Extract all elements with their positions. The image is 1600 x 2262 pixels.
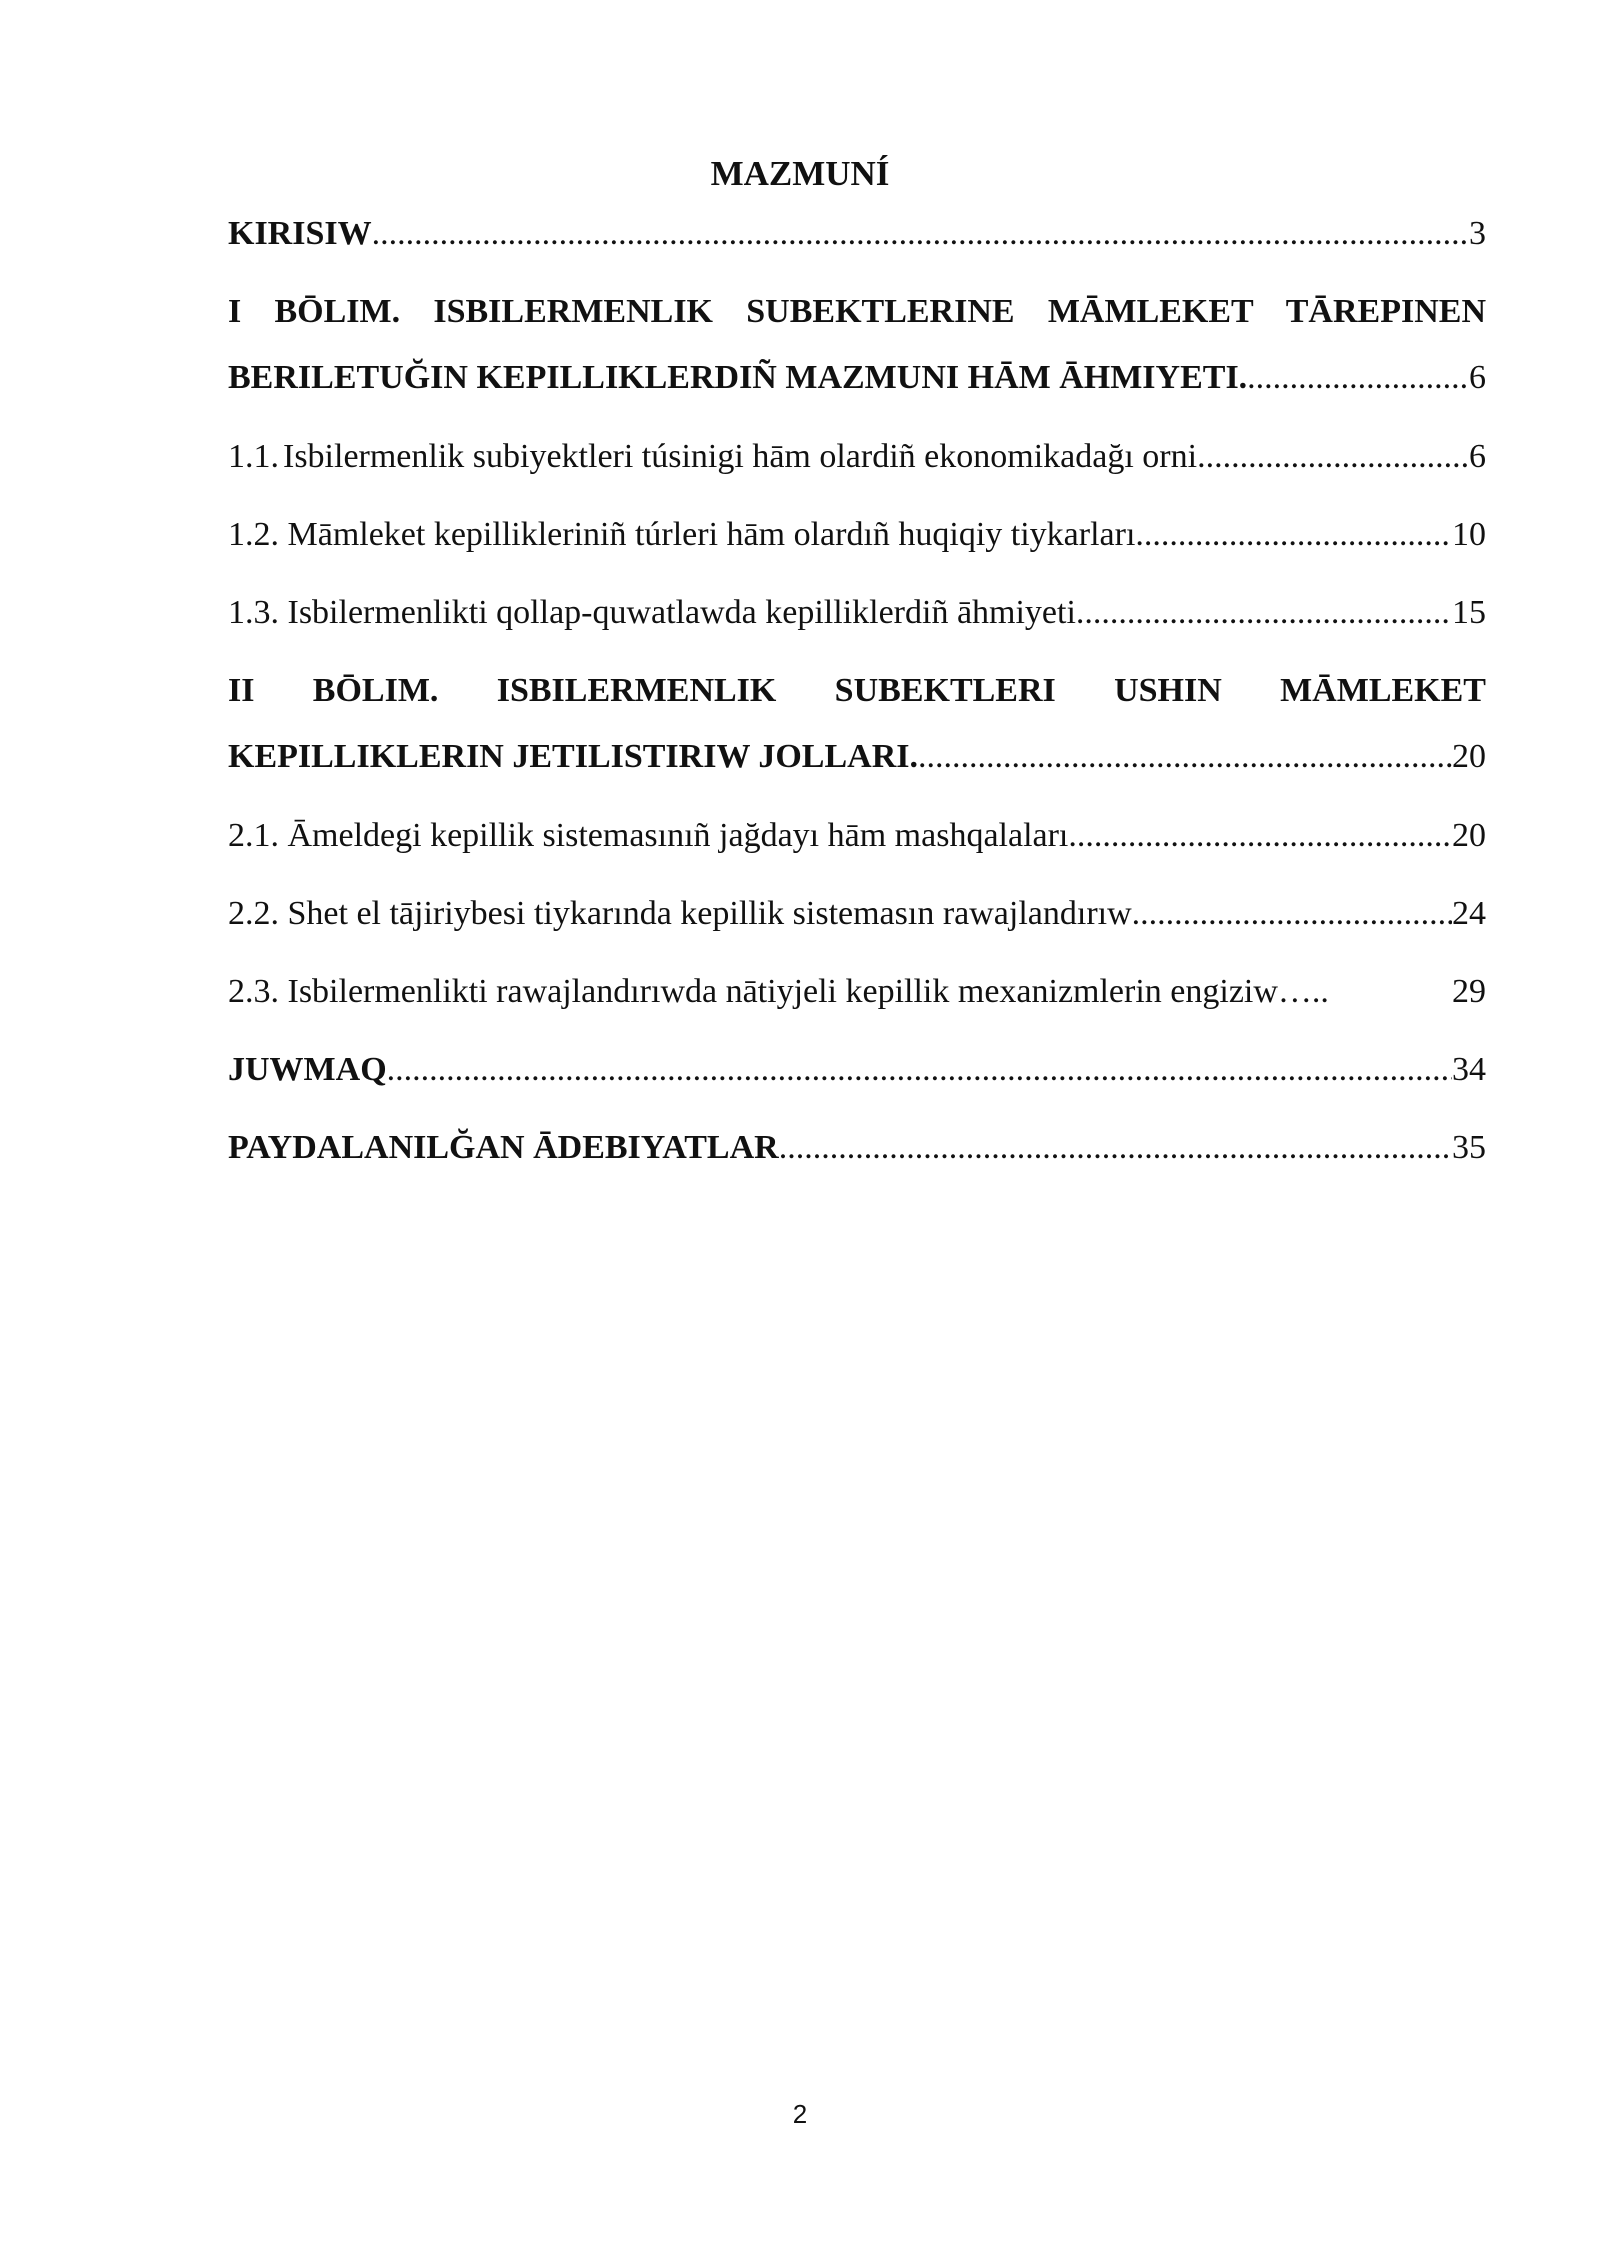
dot-leader [1135, 513, 1452, 557]
toc-title: MAZMUNÍ [710, 154, 890, 193]
page-number: 2 [792, 2099, 808, 2129]
toc-entry-label-line-2: BERILETUĞIN KEPILLIKLERDIÑ MAZMUNI HĀM ĀHMIYETI. [228, 359, 1248, 396]
toc-page-number: 35 [1452, 1129, 1486, 1166]
dot-leader [372, 212, 1469, 256]
toc-entry-label-line-2: KEPILLIKLERIN JETILISTIRIW JOLLARI. [228, 738, 918, 775]
toc-entry-references[interactable] [228, 1126, 1486, 1170]
toc-entry-label: 2.2. Shet el tājiriybesi tiykarında kepillik sistemasın rawajlandırıw [228, 895, 1132, 932]
toc-page-number: 34 [1452, 1051, 1486, 1088]
toc-entry-section-2-1[interactable] [228, 814, 1486, 858]
toc-page-number: 20 [1452, 738, 1486, 775]
toc-entry-part-1[interactable] [228, 290, 1486, 400]
toc-entry-label: Isbilermenlik subiyektleri túsinigi hām olardiñ ekonomikadağı orni [283, 438, 1198, 475]
toc-entry-label-line-1: I BŌLIM. ISBILERMENLIK SUBEKTLERINE MĀMLEKET TĀREPINEN [228, 293, 1486, 330]
toc-entry-label-line-1: II BŌLIM. ISBILERMENLIK SUBEKTLERI USHIN MĀMLEKET [228, 672, 1486, 709]
toc-section-number: 1.1. [228, 438, 279, 475]
toc-entry-section-2-3[interactable] [228, 970, 1486, 1014]
toc-page-number: 10 [1452, 516, 1486, 553]
toc-entry-label: 1.2. Māmleket kepillikleriniñ túrleri hām olardıñ huqiqiy tiykarları [228, 516, 1136, 553]
dot-leader [779, 1126, 1452, 1170]
toc-entry-label: KIRISIW [228, 215, 372, 252]
toc-entry-section-1-1[interactable] [228, 435, 1486, 479]
toc-entry-label: JUWMAQ [228, 1051, 387, 1088]
toc-page-number: 15 [1452, 594, 1486, 631]
toc-page-number: 3 [1469, 215, 1486, 252]
toc-page-number: 24 [1452, 895, 1486, 932]
dot-leader [1076, 591, 1452, 635]
toc-page-number: 6 [1469, 438, 1486, 475]
toc-entry-intro[interactable] [228, 212, 1486, 256]
dot-leader [1132, 892, 1452, 936]
toc-entry-section-2-2[interactable] [228, 892, 1486, 936]
toc-entry-label: 2.3. Isbilermenlikti rawajlandırıwda nātiyjeli kepillik mexanizmlerin engiziw [228, 973, 1278, 1010]
dot-leader [1247, 356, 1469, 400]
toc-entry-part-2[interactable] [228, 669, 1486, 779]
toc-entry-label: 2.1. Āmeldegi kepillik sistemasınıñ jağdayı hām mashqalaları [228, 817, 1069, 854]
dot-leader [387, 1048, 1452, 1092]
toc-entry-label: PAYDALANILĞAN ĀDEBIYATLAR [228, 1129, 779, 1166]
toc-page-number: 20 [1452, 817, 1486, 854]
dot-leader [918, 735, 1452, 779]
dot-leader [1197, 435, 1469, 479]
toc-page-number: 29 [1452, 973, 1486, 1010]
toc-entry-section-1-2[interactable] [228, 513, 1486, 557]
dot-leader [1068, 814, 1452, 858]
toc-entry-label: 1.3. Isbilermenlikti qollap-quwatlawda kepilliklerdiñ āhmiyeti [228, 594, 1076, 631]
toc-dot-leader-short: ….. [1277, 973, 1329, 1010]
toc-page-number: 6 [1469, 359, 1486, 396]
toc-entry-section-1-3[interactable] [228, 591, 1486, 635]
toc-entry-conclusion[interactable] [228, 1048, 1486, 1092]
